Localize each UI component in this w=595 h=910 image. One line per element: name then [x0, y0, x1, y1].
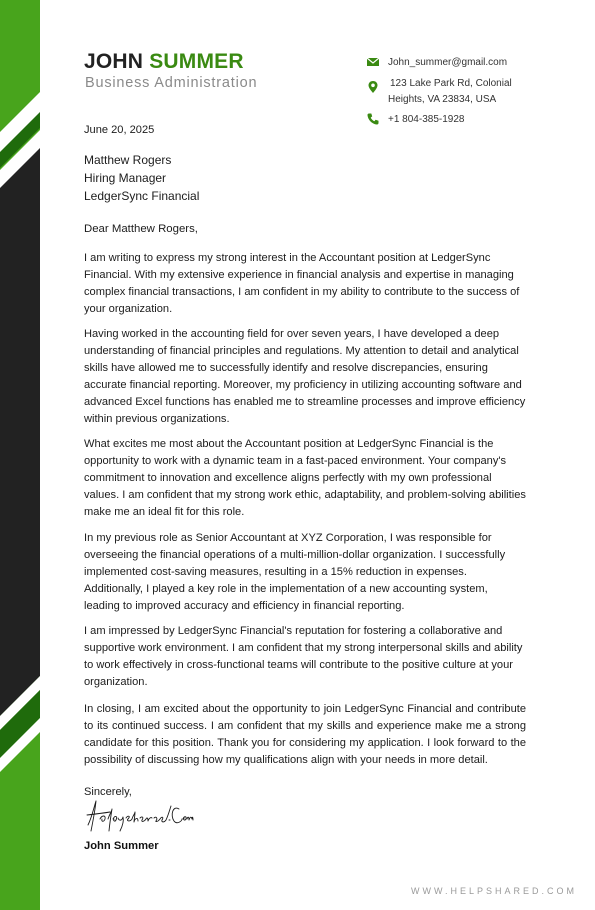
paragraph-4: In my previous role as Senior Accountant at XYZ Corporation, I was responsible for overseeing the financial operations of a multi-million-dollar organization. I successfully implemented cost-saving measures, resulting in a 15% reduction in expenses. Additionally, I played a key role in the implementation of a new accounting system, leading to improved accuracy and efficiency in financial reporting.	[84, 532, 506, 613]
applicant-title: Business Administration	[85, 75, 258, 91]
email-text: John_summer@gmail.com	[388, 57, 508, 68]
address-line-1: 123 Lake Park Rd, Colonial	[390, 78, 512, 89]
last-name: SUMMER	[149, 50, 244, 73]
recipient-block	[84, 151, 526, 205]
footer-url: WWW.HELPSHARED.COM	[410, 886, 577, 896]
paragraph-3: What excites me most about the Accountant position at LedgerSync Financial is the opportunity to work with a dynamic team in a fast-paced environment. Your company's commitment to innovation and excellence aligns perfectly with my own professional values. I am confident that my strong work ethic, adaptability, and problem-solving abilities make me an ideal fit for this role.	[84, 438, 526, 519]
paragraph-5: I am impressed by LedgerSync Financial's reputation for fostering a collaborative and supportive work environment. I am confident that my strong interpersonal skills and ability to work effectively in cross-functional teams will contribute to the positive culture at your organization.	[84, 625, 523, 689]
address-line-2: Heights, VA 23834, USA	[388, 94, 497, 105]
closing: Sincerely,	[84, 786, 132, 798]
paragraph-1: I am writing to express my strong interest in the Accountant position at LedgerSync Financial. With my extensive experience in financial analysis and expertise in managing complex financial transactions, I am confident in my ability to contribute to the success of your organization.	[84, 252, 520, 316]
recipient-company: LedgerSync Financial	[84, 189, 200, 203]
salutation: Dear Matthew Rogers,	[84, 223, 198, 235]
first-name: JOHN	[84, 50, 144, 73]
signature-image	[84, 795, 194, 835]
letter-date: June 20, 2025	[84, 124, 155, 136]
signer-name: John Summer	[84, 840, 159, 852]
envelope-icon	[366, 55, 380, 69]
paragraph-6: In closing, I am excited about the opportunity to join LedgerSync Financial and contribute to its continued success. I am confident that my skills and experience make me a strong candidate for this position. Thank you for considering my application. I look forward to the possibility of discussing how my qualifications align with your needs in more detail.	[84, 703, 526, 767]
paragraph-2: Having worked in the accounting field for over seven years, I have developed a deep understanding of financial principles and regulations. My attention to detail and analytical skills have allowed me to successfully identify and resolve discrepancies, ensuring accurate financial reporting. Moreover, my proficiency in utilizing accounting software and advanced Excel functions has enabled me to streamline processes and improve efficiency within previous organizations.	[84, 328, 526, 426]
recipient-name: Matthew Rogers	[84, 153, 172, 167]
phone-text: +1 804-385-1928	[388, 114, 465, 125]
applicant-name	[84, 51, 244, 72]
sidebar-decoration	[0, 0, 40, 910]
recipient-role: Hiring Manager	[84, 171, 167, 185]
location-pin-icon	[366, 80, 380, 94]
